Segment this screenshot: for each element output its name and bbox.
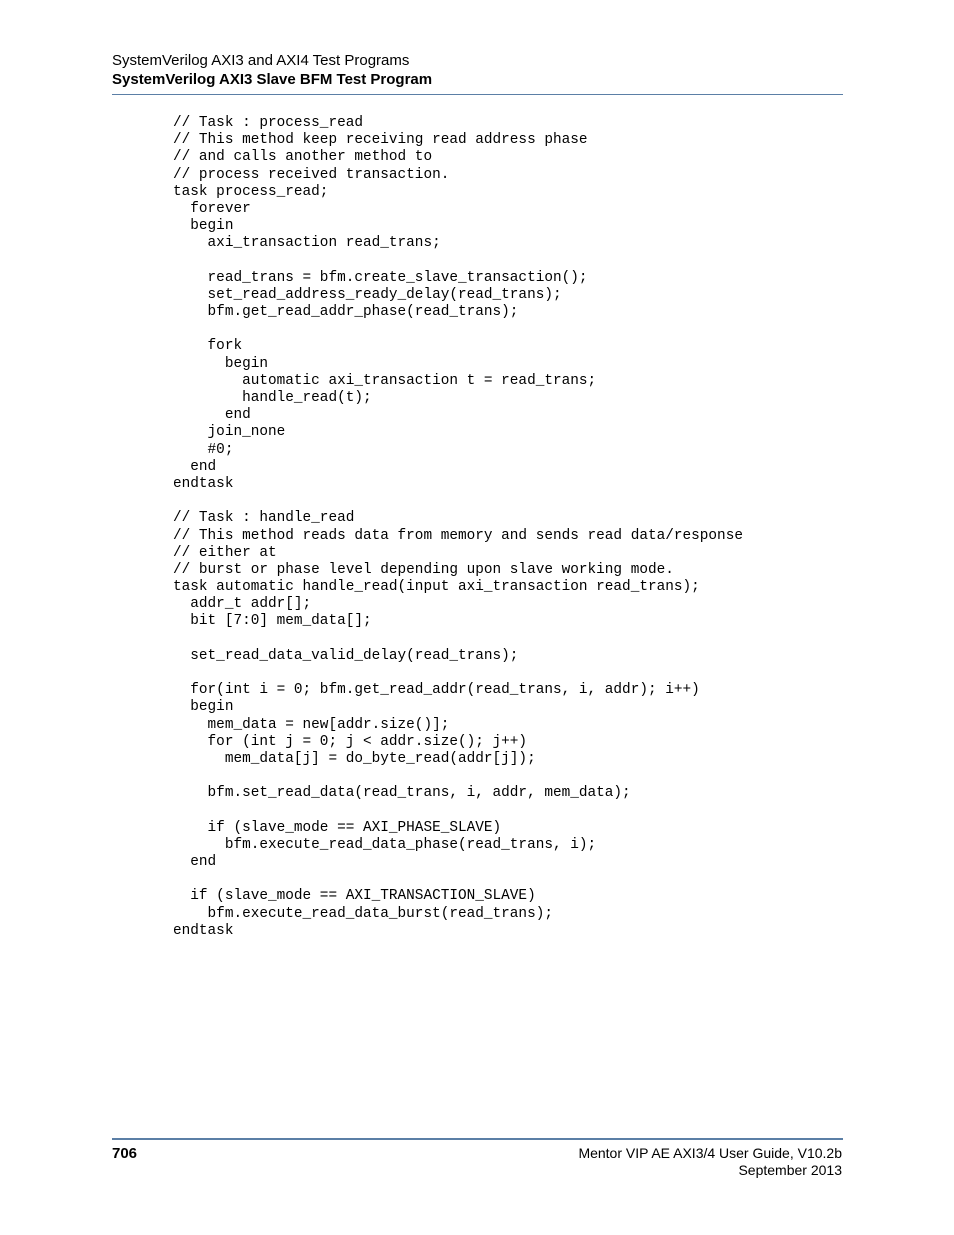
publication-date: September 2013 — [738, 1162, 842, 1178]
code-line: endtask — [173, 922, 234, 939]
code-line: // process received transaction. — [173, 166, 450, 183]
code-line: for(int i = 0; bfm.get_read_addr(read_trans, i, addr); i++) — [173, 682, 700, 699]
code-line: // Task : process_read — [173, 115, 363, 131]
code-line: if (slave_mode == AXI_TRANSACTION_SLAVE) — [173, 888, 536, 905]
code-line: endtask — [173, 475, 234, 492]
code-line — [173, 493, 743, 510]
code-line — [173, 665, 743, 682]
code-line: automatic axi_transaction t = read_trans; — [173, 372, 597, 389]
code-line: bfm.get_read_addr_phase(read_trans); — [173, 304, 519, 321]
code-line: // This method reads data from memory and sends read data/response — [173, 527, 743, 544]
code-line: set_read_address_ready_delay(read_trans); — [173, 286, 562, 303]
page-header — [112, 51, 843, 89]
code-line: bfm.execute_read_data_burst(read_trans); — [173, 905, 553, 922]
code-line: handle_read(t); — [173, 390, 372, 406]
footer-info — [578, 1145, 842, 1179]
code-line: bfm.execute_read_data_phase(read_trans, i); — [173, 836, 597, 853]
code-line: bit [7:0] mem_data[]; — [173, 613, 372, 630]
code-line — [173, 803, 743, 820]
code-line: mem_data[j] = do_byte_read(addr[j]); — [173, 750, 536, 767]
code-line: // either at — [173, 544, 277, 561]
code-line: begin — [173, 218, 234, 235]
code-line: end — [173, 407, 251, 424]
header-rule — [112, 94, 843, 95]
code-line: if (slave_mode == AXI_PHASE_SLAVE) — [173, 819, 502, 836]
code-line: begin — [173, 355, 268, 372]
code-line: forever — [173, 200, 251, 217]
code-line: // and calls another method to — [173, 149, 433, 166]
footer-rule — [112, 1138, 843, 1140]
code-line: task automatic handle_read(input axi_transaction read_trans); — [173, 579, 700, 596]
code-line: read_trans = bfm.create_slave_transaction(); — [173, 269, 588, 286]
chapter-title: SystemVerilog AXI3 and AXI4 Test Programs — [112, 52, 410, 69]
code-line — [173, 253, 743, 270]
code-line: #0; — [173, 441, 234, 458]
code-line: set_read_data_valid_delay(read_trans); — [173, 647, 519, 664]
page-number: 706 — [112, 1145, 138, 1162]
code-listing — [173, 115, 743, 940]
code-line: // This method keep receiving read address phase — [173, 132, 588, 149]
code-line: end — [173, 854, 217, 871]
code-line — [173, 321, 743, 338]
code-line: // burst or phase level depending upon slave working mode. — [173, 561, 674, 578]
code-line: begin — [173, 699, 234, 716]
code-line: task process_read; — [173, 183, 329, 200]
code-line: join_none — [173, 424, 286, 441]
code-line: axi_transaction read_trans; — [173, 235, 441, 252]
code-line: fork — [173, 338, 243, 355]
code-line: mem_data = new[addr.size()]; — [173, 716, 450, 733]
code-line: for (int j = 0; j < addr.size(); j++) — [173, 733, 528, 750]
code-line: addr_t addr[]; — [173, 596, 312, 613]
code-line: // Task : handle_read — [173, 510, 355, 527]
code-line: end — [173, 458, 217, 475]
guide-title: Mentor VIP AE AXI3/4 User Guide, V10.2b — [578, 1145, 842, 1161]
code-line: bfm.set_read_data(read_trans, i, addr, mem_data); — [173, 785, 631, 802]
section-title: SystemVerilog AXI3 Slave BFM Test Program — [112, 71, 433, 88]
code-line — [173, 631, 743, 648]
code-line — [173, 768, 743, 785]
code-line — [173, 871, 743, 888]
